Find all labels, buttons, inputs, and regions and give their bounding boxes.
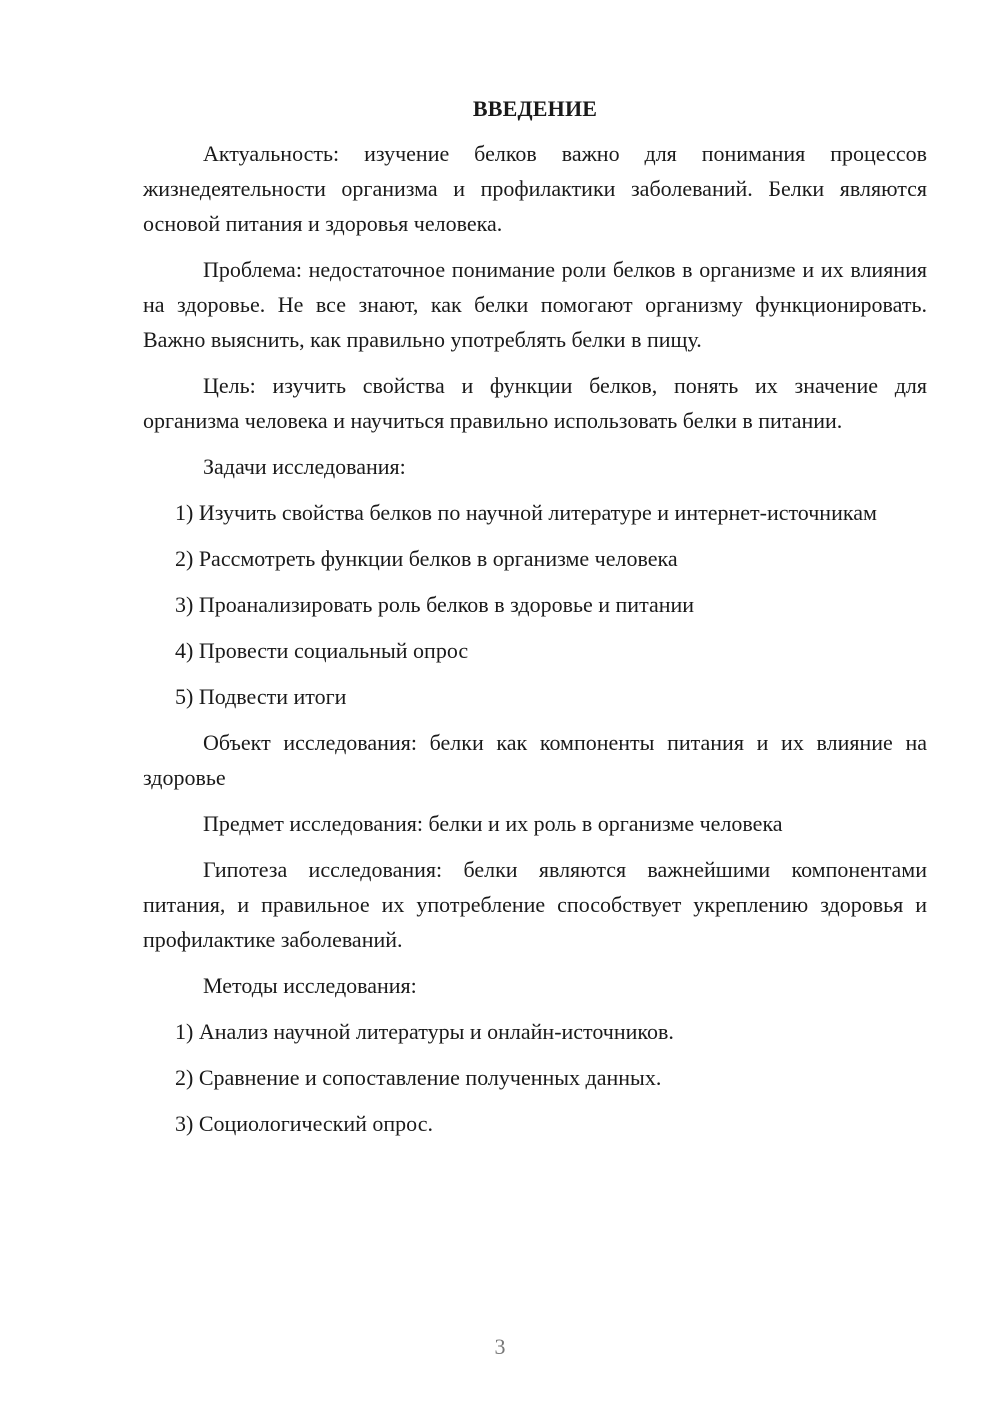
task-item: 4) Провести социальный опрос <box>175 638 469 663</box>
page-number: 3 <box>494 1334 506 1359</box>
methods-heading: Методы исследования: <box>203 973 417 998</box>
subject-paragraph: Предмет исследования: белки и их роль в организме человека <box>203 811 783 836</box>
object-paragraph: Объект исследования: белки как компоненты питания и их влияние на здоровье <box>143 730 927 790</box>
method-item: 2) Сравнение и сопоставление полученных данных. <box>175 1065 662 1090</box>
hypothesis-paragraph: Гипотеза исследования: белки являются важнейшими компонентами питания, и правильное их употребление способствует укреплению здоровья и профилактике заболеваний. <box>143 857 927 952</box>
section-title: ВВЕДЕНИЕ <box>472 96 598 121</box>
task-item: 2) Рассмотреть функции белков в организме человека <box>175 546 678 571</box>
task-item: 5) Подвести итоги <box>175 684 347 709</box>
tasks-heading: Задачи исследования: <box>203 454 406 479</box>
method-item: 3) Социологический опрос. <box>175 1111 433 1136</box>
task-item: 1) Изучить свойства белков по научной литературе и интернет-источникам <box>175 500 877 525</box>
relevance-paragraph: Актуальность: изучение белков важно для понимания процессов жизнедеятельности организма и профилактики заболеваний. Белки являются основой питания и здоровья человека. <box>143 141 927 236</box>
page-content <box>143 91 927 1152</box>
method-item: 1) Анализ научной литературы и онлайн-источников. <box>175 1019 674 1044</box>
problem-paragraph: Проблема: недостаточное понимание роли белков в организме и их влияния на здоровье. Не все знают, как белки помогают организму функционировать. Важно выяснить, как правильно употреблять белки в пищу. <box>143 257 927 352</box>
goal-paragraph: Цель: изучить свойства и функции белков, понять их значение для организма человека и научиться правильно использовать белки в питании. <box>143 373 927 433</box>
task-item: 3) Проанализировать роль белков в здоровье и питании <box>175 592 695 617</box>
